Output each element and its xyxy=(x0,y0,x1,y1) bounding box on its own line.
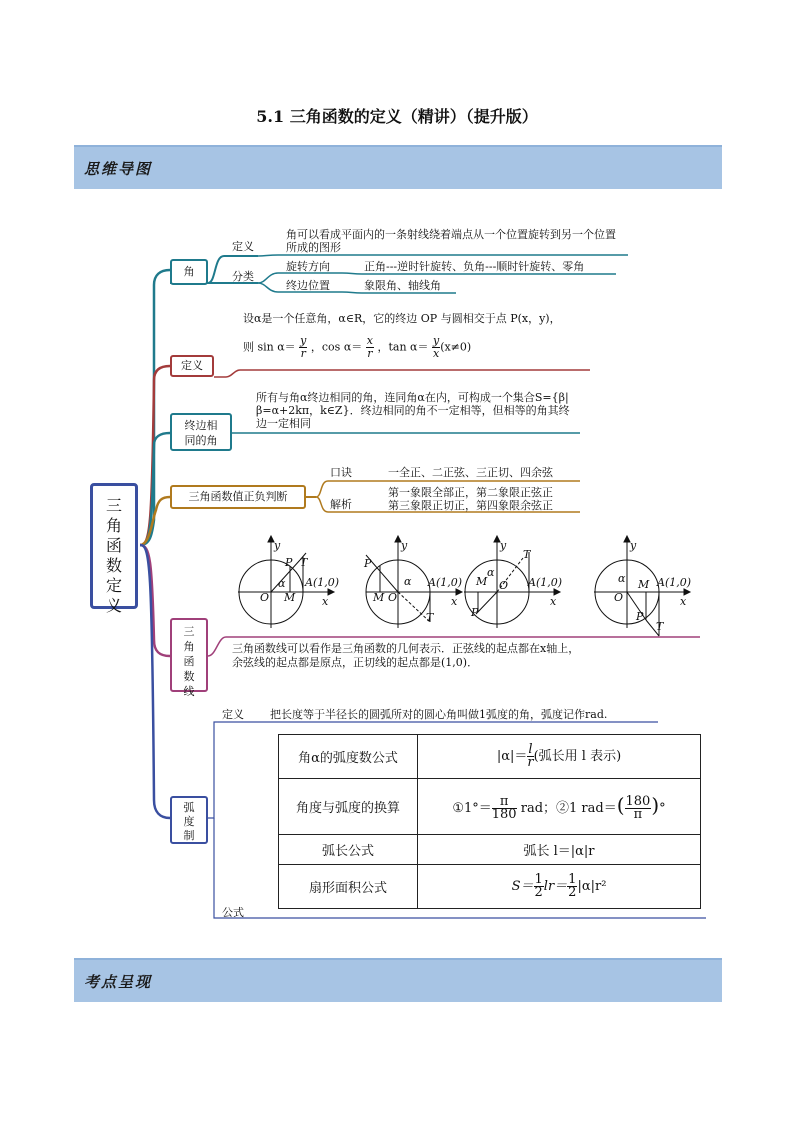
diagram-label: x xyxy=(680,595,687,608)
main-topic-char: 函 xyxy=(105,536,122,555)
rhyme-text: 一全正、二正弦、三正切、四余弦 xyxy=(388,466,553,479)
row-name: 弧长公式 xyxy=(279,835,418,865)
terminal-text: 象限角、轴线角 xyxy=(364,279,441,292)
trig-lines-text-1: 三角函数线可以看作是三角函数的几何表示．正弦线的起点都在x轴上， xyxy=(232,642,580,655)
banner-label: 考点呈现 xyxy=(84,973,153,991)
explain-text-1: 第一象限全部正，第二象限正弦正 xyxy=(388,486,553,499)
row-name: 角α的弧度数公式 xyxy=(279,735,418,779)
sin-fraction: $\frac{y}{r}$ xyxy=(300,334,307,360)
angle-def-label: 定义 xyxy=(232,240,254,253)
banner-label: 思维导图 xyxy=(84,160,153,178)
diagram-label: α xyxy=(278,577,286,590)
radian-node: 弧度制 xyxy=(170,796,208,844)
row-formula: ①1°＝ $\frac{\pi}{180}$ rad；②1 rad＝( $\frac{180}{\pi}$ )° xyxy=(418,779,701,835)
radian-formula-table xyxy=(278,734,701,909)
diagram-label: T xyxy=(523,548,531,561)
diagram-label: y xyxy=(500,539,507,552)
table-row xyxy=(279,865,701,909)
definition-line2: 则 sin α＝ $\frac{y}{r}$ ，cos α＝ $\frac{x}{r}$ ，tan α＝ $\frac{y}{x}$ (x≠0) xyxy=(243,334,472,360)
terminal-label: 终边位置 xyxy=(286,279,330,292)
main-topic-node xyxy=(90,483,138,615)
diagram-label: A(1,0) xyxy=(428,576,463,589)
radian-def-label: 定义 xyxy=(222,708,244,721)
diagram-label: O xyxy=(499,579,509,592)
main-topic-char: 定 xyxy=(105,576,122,595)
tan-fraction: $\frac{y}{x}$ xyxy=(432,334,440,360)
diagram-label: A(1,0) xyxy=(305,576,340,589)
table-row xyxy=(279,835,701,865)
row-formula: S＝ $\frac{1}{2}$ lr＝ $\frac{1}{2}$ |α|r² xyxy=(418,865,701,909)
diagram-label: O xyxy=(260,591,270,604)
rhyme-label: 口诀 xyxy=(330,466,352,479)
coterminal-node: 终边相同的角 xyxy=(170,413,232,451)
angle-class-label: 分类 xyxy=(232,270,254,283)
diagram-label: P xyxy=(471,606,479,619)
trig-lines-text-2: 余弦线的起点都是原点，正切线的起点都是(1,0)． xyxy=(232,656,479,669)
diagram-label: M xyxy=(373,591,385,604)
diagram-label: α xyxy=(487,566,495,579)
diagram-label: M xyxy=(638,578,650,591)
radian-def-text: 把长度等于半径长的圆弧所对的圆心角叫做1弧度的角，弧度记作rad. xyxy=(270,708,608,721)
diagram-label: P xyxy=(636,610,644,623)
table-row xyxy=(279,735,701,779)
row-formula: |α|＝ $\frac{l}{r}$ (弧长用 l 表示) xyxy=(418,735,701,779)
page-title: 5.1 三角函数的定义（精讲）（提升版） xyxy=(256,107,538,126)
angle-def-text: 角可以看成平面内的一条射线绕着端点从一个位置旋转到另一个位置所成的图形 xyxy=(286,228,616,254)
diagram-label: T xyxy=(300,556,308,569)
explain-label: 解析 xyxy=(330,498,352,511)
row-formula: 弧长 l＝|α|r xyxy=(418,835,701,865)
diagram-label: α xyxy=(404,575,412,588)
rotation-text: 正角---逆时针旋转、负角---顺时针旋转、零角 xyxy=(364,260,585,273)
diagram-label: T xyxy=(426,611,434,624)
coterminal-text: 所有与角α终边相同的角，连同角α在内，可构成一个集合S={β|β=α+2kπ，k∈Z}．终边相同的角不一定相等，但相等的角其终边一定相同 xyxy=(256,391,570,430)
diagram-label: A(1,0) xyxy=(528,576,563,589)
diagram-label: A(1,0) xyxy=(657,576,692,589)
row-name: 扇形面积公式 xyxy=(279,865,418,909)
diagram-label: M xyxy=(284,591,296,604)
diagram-label: α xyxy=(618,572,626,585)
diagram-label: O xyxy=(614,591,624,604)
diagram-label: M xyxy=(476,575,488,588)
explain-text-2: 第三象限正切正，第四象限余弦正 xyxy=(388,499,553,512)
diagram-label: P xyxy=(364,557,372,570)
main-topic-char: 角 xyxy=(105,516,122,535)
table-row xyxy=(279,779,701,835)
trig-lines-node: 三角函数线 xyxy=(170,618,208,692)
radian-formula-label: 公式 xyxy=(222,906,244,919)
main-topic-char: 三 xyxy=(105,496,122,515)
diagram-label: y xyxy=(630,539,637,552)
row-name: 角度与弧度的换算 xyxy=(279,779,418,835)
diagram-label: O xyxy=(388,591,398,604)
diagram-label: P xyxy=(285,556,293,569)
rotation-label: 旋转方向 xyxy=(286,260,330,273)
main-topic-char: 数 xyxy=(105,556,122,575)
diagram-label: x xyxy=(451,595,458,608)
diagram-label: y xyxy=(401,539,408,552)
diagram-label: x xyxy=(550,595,557,608)
main-topic-char: 义 xyxy=(105,596,122,615)
cos-fraction: $\frac{x}{r}$ xyxy=(366,334,373,360)
definition-line1: 设α是一个任意角，α∈R，它的终边 OP 与圆相交于点 P(x，y)， xyxy=(243,312,561,325)
angle-node: 角 xyxy=(170,259,208,285)
definition-node: 定义 xyxy=(170,355,214,377)
diagram-label: T xyxy=(656,620,664,633)
diagram-label: x xyxy=(322,595,329,608)
diagram-label: y xyxy=(274,539,281,552)
sign-node: 三角函数值正负判断 xyxy=(170,485,306,509)
